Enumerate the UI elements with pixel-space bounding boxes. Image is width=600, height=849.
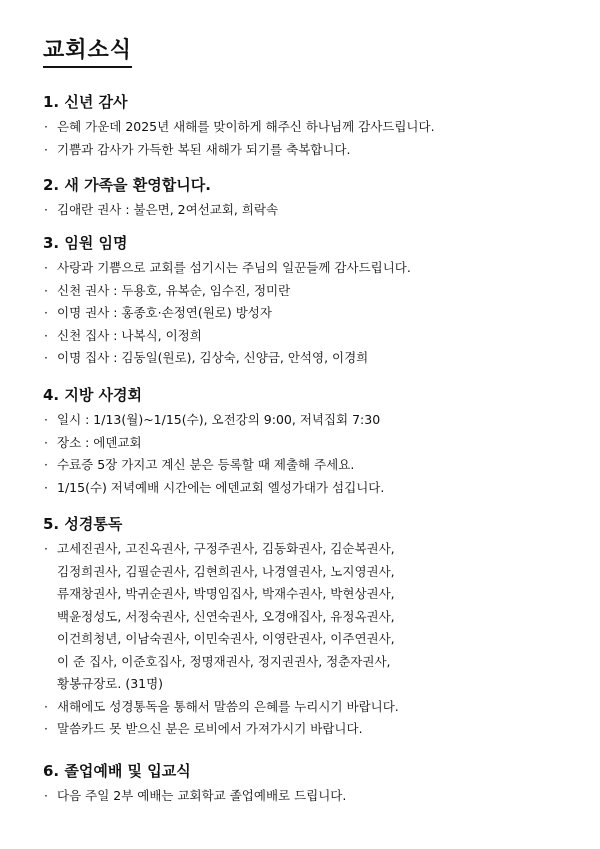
section-welcome-new-family bbox=[43, 175, 570, 222]
bullet-icon: · bbox=[44, 282, 48, 298]
bullet-icon: · bbox=[44, 305, 48, 320]
section-heading: 6. 졸업예배 및 입교식 bbox=[43, 762, 191, 780]
page-title: 교회소식 bbox=[43, 38, 132, 68]
list-item: · 새해에도 성경통독을 통해서 말씀의 은혜를 누리시기 바랍니다. bbox=[43, 696, 570, 719]
list-item: · 신천 권사 : 두용호, 유복순, 임수진, 정미란 bbox=[43, 280, 570, 303]
list-item: · 일시 : 1/13(월)~1/15(수), 오전강의 9:00, 저녁집회 7:30 bbox=[43, 409, 570, 432]
bullet-icon: · bbox=[44, 327, 48, 343]
list-item: · 장소 : 에덴교회 bbox=[43, 432, 570, 455]
name-list-line: 김정희권사, 김필순권사, 김현희권사, 나경열권사, 노지영권사, bbox=[57, 563, 395, 579]
bullet-icon: · bbox=[44, 119, 48, 134]
list-item: · 사랑과 기쁨으로 교회를 섬기시는 주님의 일꾼들께 감사드립니다. bbox=[43, 257, 570, 280]
list-item: · 김애란 권사 : 불은면, 2여선교회, 희락속 bbox=[43, 199, 570, 222]
section-heading: 1. 신년 감사 bbox=[43, 93, 128, 111]
bullet-icon: · bbox=[44, 260, 48, 275]
section-heading: 2. 새 가족을 환영합니다. bbox=[43, 176, 211, 194]
bullet-icon: · bbox=[44, 457, 48, 472]
section-district-revival bbox=[43, 385, 570, 499]
list-item: · 신천 집사 : 나복식, 이정희 bbox=[43, 325, 570, 348]
name-list-line: 류재창권사, 박귀순권사, 박명임집사, 박재수권사, 박현상권사, bbox=[57, 586, 395, 601]
name-list-line: 황봉규장로. (31명) bbox=[57, 676, 164, 691]
bullet-icon: · bbox=[44, 350, 48, 365]
bullet-icon: · bbox=[44, 141, 48, 157]
list-item: · 기쁨과 감사가 가득한 복된 새해가 되기를 축복합니다. bbox=[43, 139, 570, 162]
name-list-line: 이 준 집사, 이준호집사, 정명재권사, 정지권권사, 정춘자권사, bbox=[57, 653, 391, 669]
list-item: · 다음 주일 2부 예배는 교회학교 졸업예배로 드립니다. bbox=[43, 785, 570, 808]
section-bible-reading bbox=[43, 514, 570, 741]
section-officer-appointment bbox=[43, 233, 570, 370]
list-item: · 말씀카드 못 받으신 분은 로비에서 가져가시기 바랍니다. bbox=[43, 718, 570, 741]
section-new-year-thanks bbox=[43, 92, 570, 161]
bullet-icon: · bbox=[44, 788, 48, 803]
bullet-icon: · bbox=[44, 541, 48, 556]
list-item: · 이명 집사 : 김동일(원로), 김상숙, 신양금, 안석영, 이경희 bbox=[43, 347, 570, 370]
bullet-icon: · bbox=[44, 202, 48, 217]
list-item: · 수료증 5장 가지고 계신 분은 등록할 때 제출해 주세요. bbox=[43, 454, 570, 477]
name-list-line: · 고세진권사, 고진옥권사, 구정주권사, 김동화권사, 김순복권사, bbox=[43, 538, 570, 561]
name-list-line: 백윤정성도, 서정숙권사, 신연숙권사, 오경애집사, 유정옥권사, bbox=[57, 608, 395, 624]
list-item: · 1/15(수) 저녁예배 시간에는 에덴교회 엘성가대가 섬깁니다. bbox=[43, 477, 570, 500]
bullet-icon: · bbox=[44, 721, 48, 736]
list-item: · 이명 권사 : 홍종호·손정연(원로) 방성자 bbox=[43, 302, 570, 325]
section-graduation-service bbox=[43, 761, 570, 808]
bullet-icon: · bbox=[44, 698, 48, 714]
section-heading: 4. 지방 사경회 bbox=[43, 386, 143, 404]
section-heading: 5. 성경통독 bbox=[43, 515, 123, 533]
bullet-icon: · bbox=[44, 479, 48, 495]
section-heading: 3. 임원 임명 bbox=[43, 234, 128, 252]
bullet-icon: · bbox=[44, 412, 48, 427]
name-list-line: 이건희청년, 이남숙권사, 이민숙권사, 이영란권사, 이주연권사, bbox=[57, 631, 395, 646]
bullet-icon: · bbox=[44, 434, 48, 450]
list-item: · 은혜 가운데 2025년 새해를 맞이하게 해주신 하나님께 감사드립니다. bbox=[43, 116, 570, 139]
